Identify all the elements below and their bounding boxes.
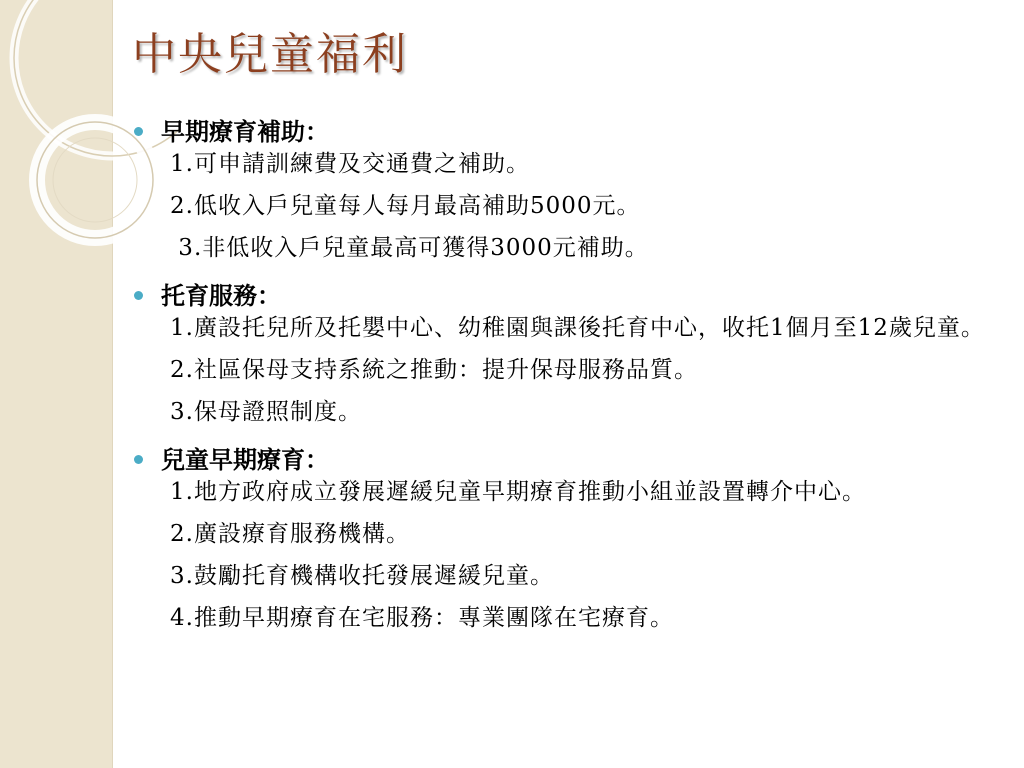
list-item: 2.社區保母支持系統之推動：提升保母服務品質。 [170,357,698,383]
list-item: 3.鼓勵托育機構收托發展遲緩兒童。 [170,563,554,589]
section-heading [130,440,1010,476]
section-child-early-intervention [130,440,1010,644]
bullet-dot-icon [134,127,143,136]
bullet-dot-icon [134,291,143,300]
section-heading [130,112,1010,148]
slide-title: 中央兒童福利 [132,29,408,80]
slide-content [130,112,1010,646]
heading-text: 托育服務： [161,281,281,310]
list-item: 3.非低收入戶兒童最高可獲得3000元補助。 [170,235,649,261]
list-item: 3.保母證照制度。 [170,399,362,425]
section-early-intervention-subsidy [130,112,1010,274]
section-childcare-services [130,276,1010,438]
heading-text: 兒童早期療育： [161,445,329,474]
list-item: 1.廣設托兒所及托嬰中心、幼稚園與課後托育中心，收托1個月至12歲兒童。 [170,315,985,341]
bullet-dot-icon [134,455,143,464]
list-item: 4.推動早期療育在宅服務：專業團隊在宅療育。 [170,605,674,631]
list-item: 1.可申請訓練費及交通費之補助。 [170,151,530,177]
heading-text: 早期療育補助： [161,117,329,146]
list-item: 2.廣設療育服務機構。 [170,521,410,547]
list-item: 1.地方政府成立發展遲緩兒童早期療育推動小組並設置轉介中心。 [170,479,866,505]
section-heading [130,276,1010,312]
list-item: 2.低收入戶兒童每人每月最高補助5000元。 [170,193,641,219]
